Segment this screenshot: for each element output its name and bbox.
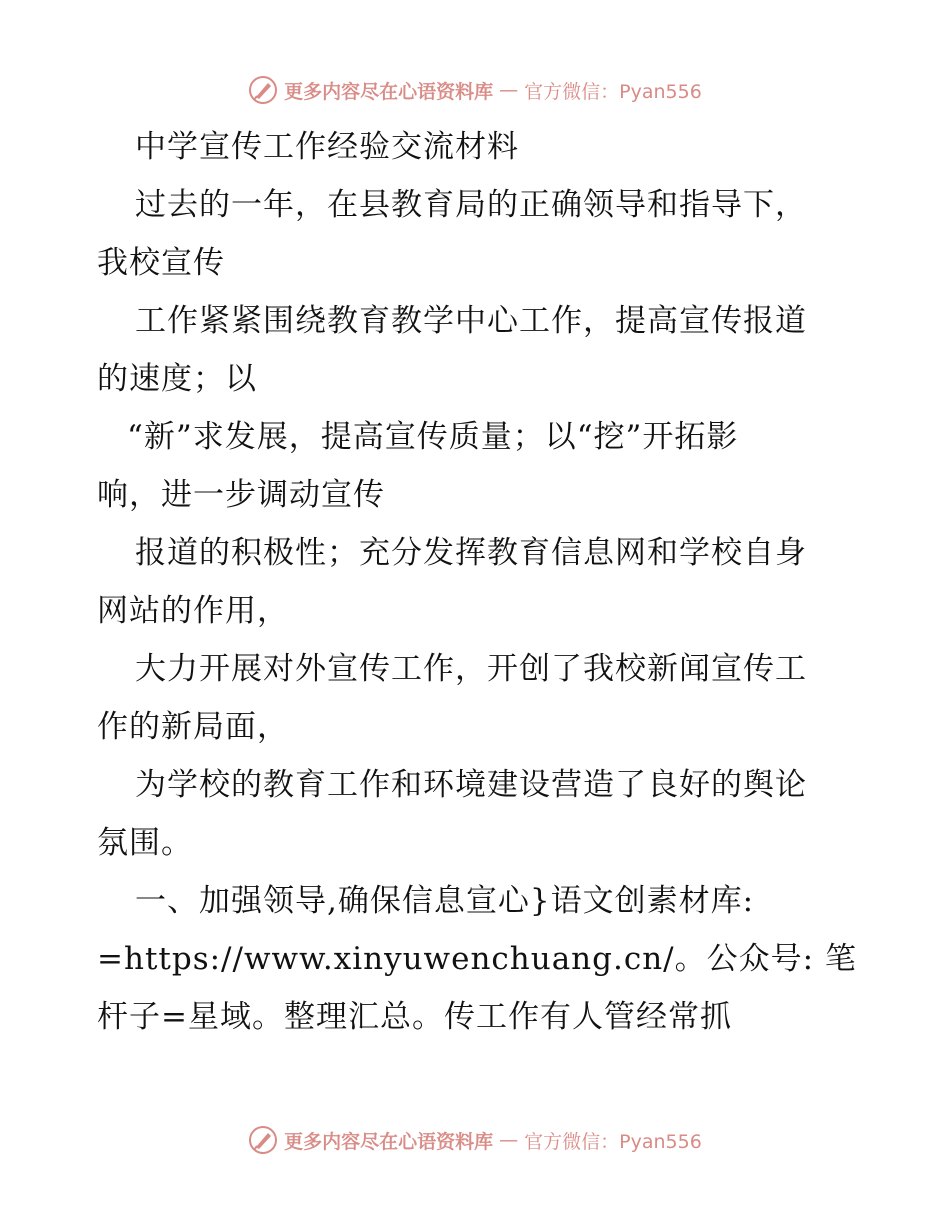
- watermark-wechat-text: 官方微信：Pyan556: [524, 80, 702, 103]
- paragraph-line: 为学校的教育工作和环境建设营造了良好的舆论: [135, 767, 807, 803]
- footer-watermark: [0, 1120, 950, 1160]
- watermark-site-text: 更多内容尽在心语资料库: [284, 80, 494, 103]
- paragraph-line: 工作紧紧围绕教育教学中心工作，提高宣传报道: [135, 303, 807, 339]
- paragraph-line: 我校宣传: [97, 245, 225, 281]
- paragraph-line: 报道的积极性；充分发挥教育信息网和学校自身: [135, 535, 807, 571]
- paragraph-line: 网站的作用，: [97, 593, 289, 629]
- paragraph-line: 大力开展对外宣传工作，开创了我校新闻宣传工: [135, 651, 807, 687]
- watermark-site-text: 更多内容尽在心语资料库: [284, 1130, 494, 1153]
- paragraph-line: 的速度；以: [97, 361, 257, 397]
- paragraph-line: 杆子=星域。整理汇总。传工作有人管经常抓: [97, 999, 732, 1035]
- watermark-dash: —: [499, 79, 519, 101]
- document-body: [97, 118, 857, 1046]
- quill-logo-icon: [248, 75, 278, 105]
- paragraph-line: 响，进一步调动宣传: [97, 477, 385, 513]
- paragraph-line: “新”求发展，提高宣传质量；以“挖”开拓影: [127, 419, 739, 455]
- paragraph-line: 作的新局面，: [97, 709, 289, 745]
- watermark-dash: —: [499, 1129, 519, 1151]
- paragraph-line: 过去的一年，在县教育局的正确领导和指导下，: [135, 187, 807, 223]
- paragraph-line: 氛围。: [97, 825, 193, 861]
- header-watermark: [0, 70, 950, 110]
- section-heading-line: 一、加强领导,确保信息宣心}语文创素材库:: [135, 883, 755, 919]
- quill-logo-icon: [248, 1125, 278, 1155]
- document-title: 中学宣传工作经验交流材料: [135, 129, 519, 165]
- paragraph-line: =https://www.xinyuwenchuang.cn/。公众号: 笔: [97, 941, 857, 977]
- watermark-wechat-text: 官方微信：Pyan556: [524, 1130, 702, 1153]
